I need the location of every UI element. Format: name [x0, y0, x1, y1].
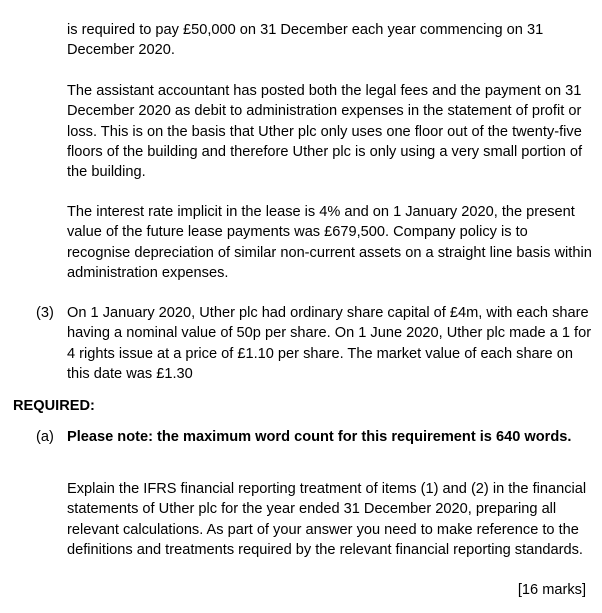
paragraph-assistant-accountant: The assistant accountant has posted both the legal fees and the payment on 31 December 2020 as debit to administration expenses in the statement of profit or loss. This is on the basis that Uther plc only uses one floor out of the twenty-five floors of the building and therefore Uther plc is only using a very small portion of the building. [67, 83, 583, 181]
paragraph-lease-payment: is required to pay £50,000 on 31 December each year commencing on 31 December 2020. [67, 22, 544, 59]
marks-label: [16 marks] [517, 582, 586, 598]
word-count-note: Please note: the maximum word count for this requirement is 640 words. [67, 429, 572, 445]
item-3-text: On 1 January 2020, Uther plc had ordinary share capital of £4m, with each share having a nominal value of 50p per share. On 1 June 2020, Uther plc made a 1 for 4 rights issue at a price of £1.10 per share. The market value of each share on this date was £1.30 [67, 305, 592, 382]
item-number-3: (3) [36, 305, 54, 321]
part-a-instructions: Explain the IFRS financial reporting treatment of items (1) and (2) in the financial statements of Uther plc for the year ended 31 December 2020, preparing all relevant calculations. As part of your answer you need to make reference to the definitions and treatments required by the relevant financial reporting standards. [67, 481, 587, 558]
required-heading: REQUIRED: [13, 398, 95, 414]
paragraph-interest-rate: The interest rate implicit in the lease is 4% and on 1 January 2020, the present value of the future lease payments was £679,500. Company policy is to recognise depreciation of similar non-current assets on a straight line basis within administration expenses. [67, 204, 592, 281]
part-a-label: (a) [36, 429, 54, 445]
